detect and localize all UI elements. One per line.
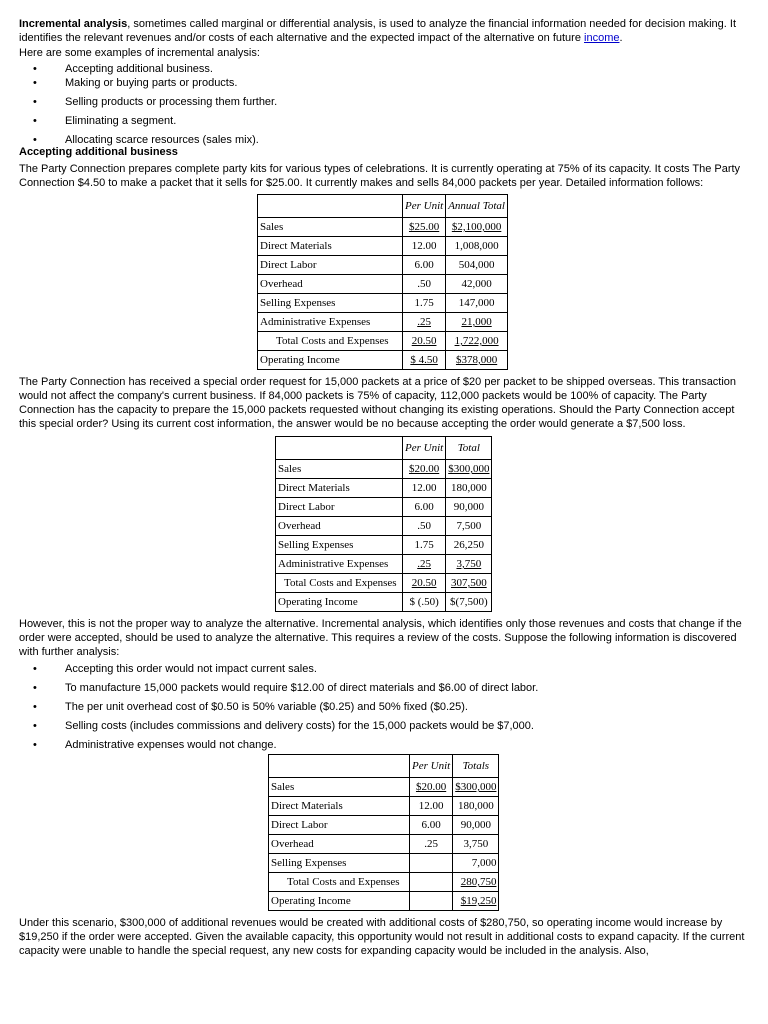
- table-cell: 3,750: [446, 555, 492, 574]
- table-row: [258, 351, 508, 370]
- findings-list: [19, 662, 751, 752]
- table-header-cell: Annual Total: [446, 195, 508, 218]
- table-cell: Direct Materials: [276, 479, 403, 498]
- table-cell: Selling Expenses: [269, 854, 410, 873]
- table-header-row: [258, 195, 508, 218]
- table-row: [276, 536, 492, 555]
- list-item: • Administrative expenses would not change.: [65, 738, 751, 752]
- section-heading: Accepting additional business: [19, 146, 178, 158]
- table-row: [258, 294, 508, 313]
- table-cell: 12.00: [403, 237, 446, 256]
- table-cell: 12.00: [403, 479, 446, 498]
- list-item: • Allocating scarce resources (sales mix).: [65, 133, 751, 147]
- intro-text-end: .: [619, 32, 623, 44]
- table-row: [276, 593, 492, 612]
- list-item: • To manufacture 15,000 packets would require $12.00 of direct materials and $6.00 of direct labor.: [65, 681, 751, 695]
- table-cell: 307,500: [446, 574, 492, 593]
- list-item: • Selling costs (includes commissions and delivery costs) for the 15,000 packets would be $7,000.: [65, 719, 751, 733]
- table-cell: Total Costs and Expenses: [276, 574, 403, 593]
- examples-list: [19, 62, 751, 147]
- table-cell: Direct Materials: [269, 797, 410, 816]
- table-cell: 1.75: [403, 294, 446, 313]
- table-cell: 280,750: [453, 873, 499, 892]
- table-row: [276, 517, 492, 536]
- table-row: [269, 892, 499, 911]
- table-cell: 12.00: [410, 797, 453, 816]
- document-page: [19, 17, 751, 958]
- table-cell: Overhead: [258, 275, 403, 294]
- table-cell: $19,250: [453, 892, 499, 911]
- intro-text: , sometimes called marginal or differential analysis, is used to analyze the financial information needed for decision making. It identifies the relevant revenues and/or costs of each alternative and the expected impact of the alternative on future: [19, 18, 737, 44]
- table-header-row: [269, 755, 499, 778]
- table-cell: 6.00: [403, 498, 446, 517]
- table-cell: $(7,500): [446, 593, 492, 612]
- intro-bold-term: Incremental analysis: [19, 18, 128, 30]
- table-current-operations: [257, 194, 508, 370]
- table-row: [258, 237, 508, 256]
- table-row: [258, 218, 508, 237]
- table-cell: 7,000: [453, 854, 499, 873]
- table-cell: 3,750: [453, 835, 499, 854]
- table-cell: Direct Materials: [258, 237, 403, 256]
- table-header-row: [276, 437, 492, 460]
- table-cell: Selling Expenses: [258, 294, 403, 313]
- table-cell: 90,000: [453, 816, 499, 835]
- table-cell: 7,500: [446, 517, 492, 536]
- table-cell: Total Costs and Expenses: [269, 873, 410, 892]
- table-cell: 1.75: [403, 536, 446, 555]
- table-cell: Operating Income: [258, 351, 403, 370]
- table-cell: Operating Income: [276, 593, 403, 612]
- table-cell: $ 4.50: [403, 351, 446, 370]
- table-header-cell: Per Unit: [410, 755, 453, 778]
- table-cell: $20.00: [410, 778, 453, 797]
- intro-paragraph: [19, 17, 751, 45]
- table-row: [276, 479, 492, 498]
- list-item: • Selling products or processing them further.: [65, 95, 751, 109]
- table-cell: $25.00: [403, 218, 446, 237]
- table-row: [269, 797, 499, 816]
- table-cell: $300,000: [446, 460, 492, 479]
- table-header-cell: [258, 195, 403, 218]
- table-cell: 21,000: [446, 313, 508, 332]
- table-row: [276, 555, 492, 574]
- paragraph-3: However, this is not the proper way to analyze the alternative. Incremental analysis, which identifies only those revenues and costs that change if the order were accepted, should be used to analyze the alternative. This requires a review of the costs. Suppose the following information is discovered with further analysis:: [19, 618, 742, 658]
- table-cell: [410, 854, 453, 873]
- table-cell: Selling Expenses: [276, 536, 403, 555]
- table-cell: Overhead: [269, 835, 410, 854]
- paragraph-1: The Party Connection prepares complete party kits for various types of celebrations. It is currently operating at 75% of its capacity. It costs The Party Connection $4.50 to make a packet that it sells for $25.00. It currently makes and sells 84,000 packets per year. Detailed information follows:: [19, 163, 741, 189]
- table-cell: 180,000: [446, 479, 492, 498]
- table-cell: .50: [403, 275, 446, 294]
- table-row: [258, 313, 508, 332]
- table-special-order-full-cost: [275, 436, 492, 612]
- table-cell: 42,000: [446, 275, 508, 294]
- table-cell: Administrative Expenses: [276, 555, 403, 574]
- table-header-cell: [269, 755, 410, 778]
- table-cell: Sales: [258, 218, 403, 237]
- table-cell: 20.50: [403, 332, 446, 351]
- table-cell: .25: [403, 555, 446, 574]
- list-item: • The per unit overhead cost of $0.50 is 50% variable ($0.25) and 50% fixed ($0.25).: [65, 700, 751, 714]
- table-cell: [410, 892, 453, 911]
- list-item: • Eliminating a segment.: [65, 114, 751, 128]
- table-header-cell: Totals: [453, 755, 499, 778]
- table-cell: 147,000: [446, 294, 508, 313]
- table-cell: .25: [410, 835, 453, 854]
- table-cell: 20.50: [403, 574, 446, 593]
- table-row: [269, 835, 499, 854]
- list-item: • Accepting additional business.: [65, 62, 751, 76]
- table-cell: $2,100,000: [446, 218, 508, 237]
- income-link[interactable]: income: [584, 32, 620, 44]
- table-row: [258, 256, 508, 275]
- table-cell: .50: [403, 517, 446, 536]
- table-incremental-analysis: [268, 754, 499, 911]
- table-cell: 504,000: [446, 256, 508, 275]
- table-cell: Overhead: [276, 517, 403, 536]
- table-cell: 6.00: [410, 816, 453, 835]
- table-row: [269, 854, 499, 873]
- table-row: [269, 873, 499, 892]
- table-cell: .25: [403, 313, 446, 332]
- table-cell: $378,000: [446, 351, 508, 370]
- paragraph-2: The Party Connection has received a special order request for 15,000 packets at a price of $20 per packet to be shipped overseas. This transaction would not affect the company's current business. If 84,000 packets is 75% of capacity, 112,000 packets would be 100% of capacity. The Party Connection has the capacity to prepare the 15,000 packets requested without changing its existing operations. Should the Party Connection accept this special order? Using its current cost information, the answer would be no because accepting the order would generate a $7,500 loss.: [19, 376, 737, 430]
- list-item: • Accepting this order would not impact current sales.: [65, 662, 751, 676]
- examples-intro: Here are some examples of incremental analysis:: [19, 47, 260, 59]
- table-header-cell: [276, 437, 403, 460]
- table-cell: 6.00: [403, 256, 446, 275]
- paragraph-4: Under this scenario, $300,000 of additional revenues would be created with additional costs of $280,750, so operating income would increase by $19,250 if the order were accepted. Given the available capacity, this opportunity would not result in additional costs to expand capacity. If the current capacity were unable to handle the special request, any new costs for expanding capacity would be included in the analysis. Also,: [19, 917, 745, 957]
- table-cell: Direct Labor: [276, 498, 403, 517]
- table-cell: $20.00: [403, 460, 446, 479]
- table-cell: 1,722,000: [446, 332, 508, 351]
- table-header-cell: Per Unit: [403, 195, 446, 218]
- table-row: [258, 275, 508, 294]
- table-cell: 90,000: [446, 498, 492, 517]
- table-cell: Direct Labor: [269, 816, 410, 835]
- table-row: [269, 778, 499, 797]
- table-cell: Administrative Expenses: [258, 313, 403, 332]
- table-row: [269, 816, 499, 835]
- table-row: [276, 460, 492, 479]
- table-cell: Direct Labor: [258, 256, 403, 275]
- table-cell: [410, 873, 453, 892]
- table-cell: 1,008,000: [446, 237, 508, 256]
- table-header-cell: Total: [446, 437, 492, 460]
- table-cell: Sales: [276, 460, 403, 479]
- table-cell: Operating Income: [269, 892, 410, 911]
- table-cell: Total Costs and Expenses: [258, 332, 403, 351]
- table-cell: 180,000: [453, 797, 499, 816]
- table-cell: Sales: [269, 778, 410, 797]
- table-row: [276, 574, 492, 593]
- table-cell: 26,250: [446, 536, 492, 555]
- table-cell: $ (.50): [403, 593, 446, 612]
- list-item: • Making or buying parts or products.: [65, 76, 751, 90]
- table-cell: $300,000: [453, 778, 499, 797]
- table-header-cell: Per Unit: [403, 437, 446, 460]
- table-row: [276, 498, 492, 517]
- table-row: [258, 332, 508, 351]
